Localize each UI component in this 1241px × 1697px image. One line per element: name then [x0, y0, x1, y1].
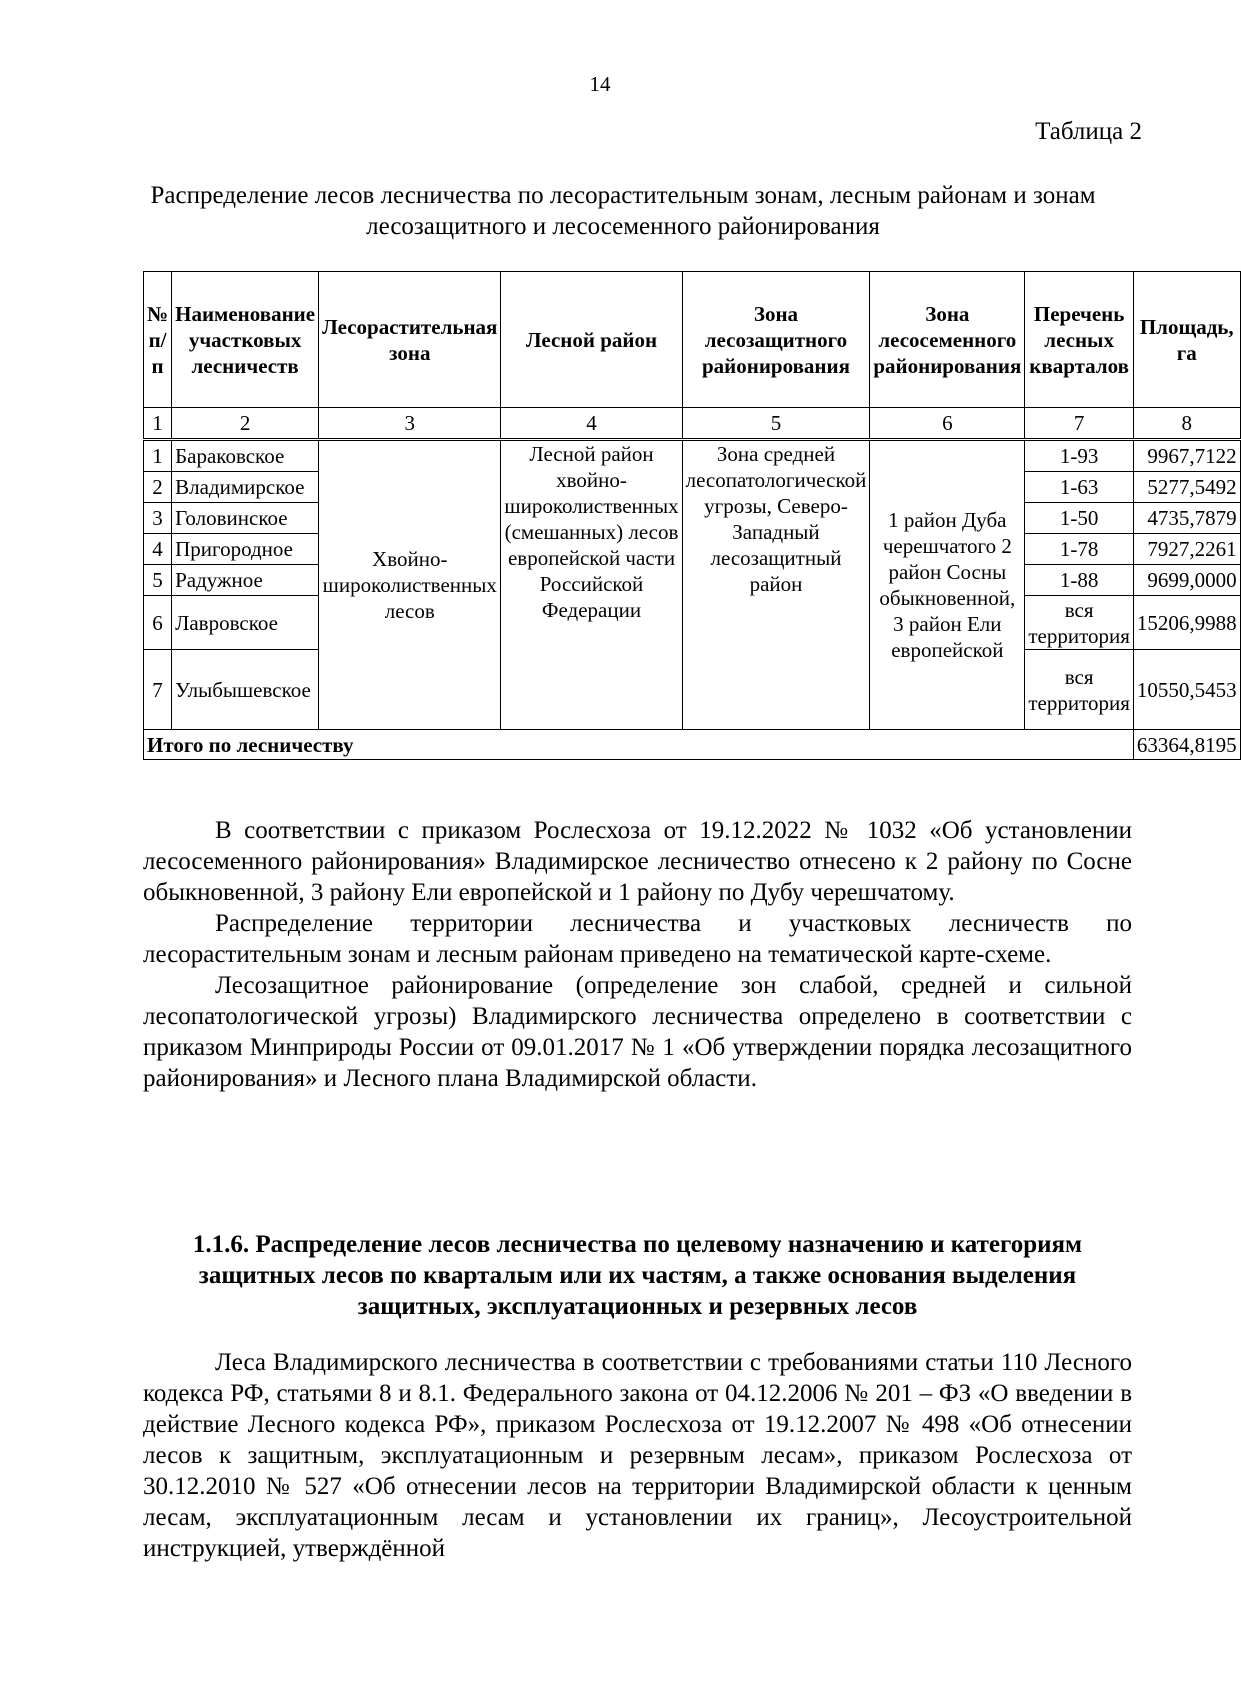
area: 5277,5492 [1133, 472, 1240, 503]
table-title: Распределение лесов лесничества по лесорастительным зонам, лесным районам и зонам лесозащитного и лесосеменного районирования [150, 182, 1096, 240]
total-label: Итого по лесничеству [144, 730, 1134, 760]
column-number: 3 [319, 408, 501, 440]
header-cell: Площадь, га [1133, 272, 1240, 408]
row-number: 2 [144, 472, 172, 503]
section-heading: 1.1.6. Распределение лесов лесничества по целевому назначению и категориям защитных лесов по кварталым или их частям, а также основания выделения защитных, эксплуатационных и резервных лесов [192, 1231, 1083, 1320]
header-cell: № п/п [144, 272, 172, 408]
lesnichestvo-name: Бараковское [172, 440, 319, 472]
column-number: 2 [172, 408, 319, 440]
column-number: 4 [501, 408, 682, 440]
header-cell: Зона лесозащитного районирования [682, 272, 870, 408]
area: 10550,5453 [1133, 650, 1240, 730]
total-row [144, 730, 1241, 760]
area: 15206,9988 [1133, 596, 1240, 650]
total-area: 63364,8195 [1133, 730, 1240, 760]
quarters: 1-78 [1025, 534, 1134, 565]
quarters: 1-63 [1025, 472, 1134, 503]
paragraph: В соответствии с приказом Рослесхоза от 19.12.2022 № 1032 «Об установлении лесосеменного районирования» Владимирское лесничество отнесено к 2 району по Сосне обыкновенной, 3 району Ели европейской и 1 району по Дубу черешчатому. [143, 817, 1132, 906]
column-number-row [144, 408, 1241, 440]
quarters: вся территория [1025, 596, 1134, 650]
header-cell: Перечень лесных кварталов [1025, 272, 1134, 408]
header-cell: Наименование участковых лесничеств [172, 272, 319, 408]
quarters: 1-88 [1025, 565, 1134, 596]
area: 4735,7879 [1133, 503, 1240, 534]
paragraph: Распределение территории лесничества и участковых лесничеств по лесорастительным зонам и лесным районам приведено на тематической карте-схеме. [143, 910, 1132, 968]
column-number: 7 [1025, 408, 1134, 440]
row-number: 1 [144, 440, 172, 472]
table-row [144, 440, 1241, 472]
lesnichestvo-name: Владимирское [172, 472, 319, 503]
body-text-1 [143, 815, 1132, 1094]
column-number: 8 [1133, 408, 1240, 440]
row-number: 7 [144, 650, 172, 730]
column-number: 6 [870, 408, 1025, 440]
row-number: 4 [144, 534, 172, 565]
area: 9967,7122 [1133, 440, 1240, 472]
lesnichestvo-name: Лавровское [172, 596, 319, 650]
header-row [144, 272, 1241, 408]
lesnichestvo-name: Пригородное [172, 534, 319, 565]
quarters: вся территория [1025, 650, 1134, 730]
row-number: 5 [144, 565, 172, 596]
area: 7927,2261 [1133, 534, 1240, 565]
table-label: Таблица 2 [1035, 118, 1142, 145]
quarters: 1-93 [1025, 440, 1134, 472]
page-number: 14 [589, 72, 611, 96]
paragraph: Леса Владимирского лесничества в соответствии с требованиями статьи 110 Лесного кодекса РФ, статьями 8 и 8.1. Федерального закона от 04.12.2006 № 201 – ФЗ «О введении в действие Лесного кодекса РФ», приказом Рослесхоза от 19.12.2007 № 498 «Об отнесении лесов к защитным, эксплуатационным и резервным лесам», приказом Рослесхоза от 30.12.2010 № 527 «Об отнесении лесов на территории Владимирской области к ценным лесам, эксплуатационным лесам и установлении их границ», Лесоустроительной инструкцией, утверждённой [143, 1349, 1132, 1562]
forest-zone: Хвойно-широколиственных лесов [319, 440, 501, 730]
lesnichestvo-name: Улыбышевское [172, 650, 319, 730]
lesnichestvo-name: Радужное [172, 565, 319, 596]
lesnichestvo-name: Головинское [172, 503, 319, 534]
row-number: 6 [144, 596, 172, 650]
column-number: 1 [144, 408, 172, 440]
protection-zone: Зона средней лесопатологической угрозы, Северо-Западный лесозащитный район [682, 440, 870, 730]
header-cell: Лесной район [501, 272, 682, 408]
column-number: 5 [682, 408, 870, 440]
area: 9699,0000 [1133, 565, 1240, 596]
forest-district: Лесной район хвойно-широколиственных (смешанных) лесов европейской части Российской Федерации [501, 440, 682, 730]
row-number: 3 [144, 503, 172, 534]
quarters: 1-50 [1025, 503, 1134, 534]
header-cell: Зона лесосеменного районирования [870, 272, 1025, 408]
seed-zone: 1 район Дуба черешчатого 2 район Сосны обыкновенной, 3 район Ели европейской [870, 440, 1025, 730]
body-text-2 [143, 1347, 1132, 1564]
paragraph: Лесозащитное районирование (определение зон слабой, средней и сильной лесопатологической угрозы) Владимирского лесничества определено в соответствии с приказом Минприроды России от 09.01.2017 № 1 «Об утверждении порядка лесозащитного районирования» и Лесного плана Владимирской области. [143, 972, 1132, 1092]
forest-distribution-table [143, 271, 1241, 760]
header-cell: Лесорастительная зона [319, 272, 501, 408]
